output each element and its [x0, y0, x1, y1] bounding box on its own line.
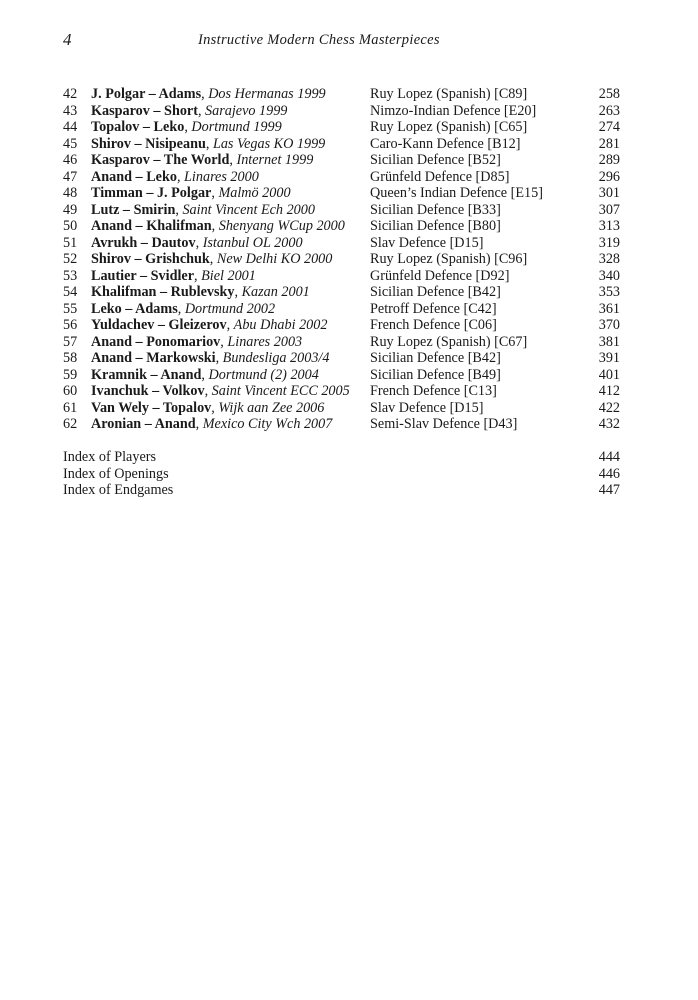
game-number: 49	[63, 201, 78, 218]
comma: ,	[175, 201, 183, 218]
comma: ,	[194, 267, 202, 284]
game-page: 412	[598, 383, 620, 399]
index-row	[0, 449, 698, 466]
players-names: Shirov – Grishchuk	[91, 251, 210, 267]
game-page: 313	[598, 218, 620, 234]
players-names: Yuldachev – Gleizerov	[91, 317, 227, 333]
contents-row	[0, 86, 698, 103]
contents-row	[0, 334, 698, 351]
game-event: Mexico City Wch 2007	[202, 416, 333, 432]
index-row	[0, 466, 698, 483]
game-page: 381	[598, 333, 620, 350]
game-page: 289	[598, 152, 620, 168]
game-page: 258	[598, 86, 620, 102]
game-number: 43	[63, 102, 78, 119]
game-number: 45	[63, 135, 78, 152]
game-players	[91, 416, 332, 433]
game-event: Shenyang WCup 2000	[218, 218, 345, 234]
game-opening: Sicilian Defence [B80]	[370, 218, 501, 234]
index-row	[0, 482, 698, 499]
game-players	[91, 152, 313, 169]
players-names: Timman – J. Polgar	[91, 185, 212, 201]
game-event: Bundesliga 2003/4	[222, 350, 330, 366]
comma: ,	[215, 350, 223, 366]
game-page: 422	[598, 399, 620, 416]
game-event: Las Vegas KO 1999	[212, 135, 326, 152]
game-page: 274	[598, 119, 620, 135]
comma: ,	[204, 383, 212, 399]
game-number: 62	[63, 416, 78, 432]
game-event: Sarajevo 1999	[205, 102, 288, 119]
players-names: Anand – Khalifman	[91, 218, 212, 234]
page-number: 4	[63, 30, 72, 49]
comma: ,	[226, 317, 234, 333]
game-number: 59	[63, 366, 78, 383]
comma: ,	[211, 399, 219, 416]
players-names: Anand – Leko	[91, 168, 177, 185]
index-label: Index of Endgames	[63, 482, 174, 498]
game-players	[91, 301, 275, 318]
game-players	[91, 284, 310, 301]
game-page: 301	[598, 185, 620, 201]
players-names: Anand – Ponomariov	[91, 333, 221, 350]
contents-row	[0, 136, 698, 153]
game-number: 54	[63, 284, 78, 300]
game-page: 391	[598, 350, 620, 366]
comma: ,	[195, 234, 203, 251]
players-names: Aronian – Anand	[91, 416, 196, 432]
game-players	[91, 251, 332, 268]
players-names: Shirov – Nisipeanu	[91, 135, 206, 152]
comma: ,	[205, 135, 213, 152]
game-page: 432	[598, 416, 620, 432]
game-players	[91, 119, 282, 136]
contents-row	[0, 350, 698, 367]
contents-row	[0, 152, 698, 169]
contents-row	[0, 169, 698, 186]
game-opening: French Defence [C06]	[370, 317, 497, 333]
game-players	[91, 169, 259, 186]
game-event: Biel 2001	[201, 267, 256, 284]
index-page: 447	[598, 482, 620, 498]
players-names: Avrukh – Dautov	[91, 234, 196, 251]
comma: ,	[197, 102, 206, 119]
game-page: 370	[598, 317, 620, 333]
game-opening: Ruy Lopez (Spanish) [C89]	[370, 86, 528, 102]
game-event: Saint Vincent ECC 2005	[211, 383, 350, 399]
players-names: Kasparov – Short	[91, 102, 198, 119]
game-opening: Sicilian Defence [B42]	[370, 350, 501, 366]
game-page: 328	[598, 251, 620, 267]
contents-row	[0, 268, 698, 285]
game-event: Dos Hermanas 1999	[208, 86, 326, 102]
players-names: Lutz – Smirin	[91, 201, 176, 218]
game-number: 58	[63, 350, 78, 366]
game-event: New Delhi KO 2000	[216, 251, 333, 267]
game-number: 55	[63, 300, 78, 317]
game-opening: Ruy Lopez (Spanish) [C96]	[370, 251, 528, 267]
game-players	[91, 103, 287, 120]
game-event: Malmö 2000	[218, 185, 291, 201]
game-players	[91, 268, 256, 285]
players-names: Kramnik – Anand	[91, 366, 202, 383]
game-page: 307	[598, 201, 620, 218]
game-number: 46	[63, 152, 78, 168]
game-opening: French Defence [C13]	[370, 383, 497, 399]
comma: ,	[177, 300, 185, 317]
game-number: 61	[63, 399, 78, 416]
index-page: 446	[598, 465, 620, 482]
game-opening: Ruy Lopez (Spanish) [C67]	[370, 333, 528, 350]
comma: ,	[201, 366, 209, 383]
game-event: Saint Vincent Ech 2000	[182, 201, 315, 218]
contents-row	[0, 400, 698, 417]
comma: ,	[211, 185, 219, 201]
game-event: Abu Dhabi 2002	[233, 317, 328, 333]
game-opening: Nimzo-Indian Defence [E20]	[370, 102, 537, 119]
comma: ,	[220, 333, 228, 350]
players-names: Khalifman – Rublevsky	[91, 284, 235, 300]
comma: ,	[209, 251, 217, 267]
contents-row	[0, 317, 698, 334]
game-page: 319	[598, 234, 620, 251]
game-players	[91, 367, 319, 384]
comma: ,	[234, 284, 242, 300]
comma: ,	[176, 168, 185, 185]
page-header	[0, 30, 698, 50]
game-event: Linares 2003	[227, 333, 303, 350]
game-opening: Grünfeld Defence [D92]	[370, 267, 510, 284]
contents-row	[0, 119, 698, 136]
game-opening: Sicilian Defence [B42]	[370, 284, 501, 300]
contents-row	[0, 218, 698, 235]
game-number: 60	[63, 383, 78, 399]
contents-row	[0, 235, 698, 252]
game-opening: Petroff Defence [C42]	[370, 300, 497, 317]
game-opening: Slav Defence [D15]	[370, 234, 484, 251]
comma: ,	[195, 416, 203, 432]
game-event: Linares 2000	[184, 168, 259, 185]
contents-list	[0, 86, 698, 433]
contents-row	[0, 383, 698, 400]
contents-row	[0, 251, 698, 268]
game-players	[91, 136, 325, 153]
game-opening: Sicilian Defence [B49]	[370, 366, 501, 383]
contents-row	[0, 416, 698, 433]
players-names: Topalov – Leko	[91, 119, 185, 135]
contents-row	[0, 284, 698, 301]
players-names: Anand – Markowski	[91, 350, 216, 366]
game-number: 47	[63, 168, 78, 185]
game-players	[91, 218, 345, 235]
game-players	[91, 185, 291, 202]
game-page: 401	[598, 366, 620, 383]
game-opening: Semi-Slav Defence [D43]	[370, 416, 518, 432]
game-page: 361	[598, 300, 620, 317]
contents-row	[0, 103, 698, 120]
game-players	[91, 86, 326, 103]
comma: ,	[184, 119, 192, 135]
contents-row	[0, 202, 698, 219]
game-number: 57	[63, 333, 78, 350]
game-number: 50	[63, 218, 78, 234]
contents-row	[0, 367, 698, 384]
game-players	[91, 350, 329, 367]
index-list	[0, 449, 698, 499]
game-number: 48	[63, 185, 78, 201]
game-page: 296	[598, 168, 620, 185]
game-players	[91, 235, 303, 252]
game-event: Wijk aan Zee 2006	[218, 399, 325, 416]
game-event: Internet 1999	[236, 152, 314, 168]
game-page: 340	[598, 267, 620, 284]
game-opening: Queen’s Indian Defence [E15]	[370, 185, 543, 201]
game-number: 53	[63, 267, 78, 284]
players-names: Van Wely – Topalov	[91, 399, 212, 416]
game-event: Dortmund (2) 2004	[208, 366, 319, 383]
running-title: Instructive Modern Chess Masterpieces	[198, 32, 440, 48]
game-number: 56	[63, 317, 78, 333]
game-opening: Grünfeld Defence [D85]	[370, 168, 510, 185]
comma: ,	[229, 152, 237, 168]
index-page: 444	[598, 449, 620, 465]
game-players	[91, 400, 324, 417]
game-opening: Caro-Kann Defence [B12]	[370, 135, 521, 152]
players-names: Kasparov – The World	[91, 152, 230, 168]
game-opening: Ruy Lopez (Spanish) [C65]	[370, 119, 528, 135]
game-event: Istanbul OL 2000	[202, 234, 303, 251]
game-number: 51	[63, 234, 78, 251]
game-page: 353	[598, 284, 620, 300]
game-players	[91, 334, 302, 351]
game-event: Dortmund 1999	[191, 119, 282, 135]
game-number: 42	[63, 86, 78, 102]
players-names: J. Polgar – Adams	[91, 86, 202, 102]
game-number: 44	[63, 119, 78, 135]
players-names: Leko – Adams	[91, 300, 178, 317]
game-players	[91, 317, 327, 334]
contents-row	[0, 301, 698, 318]
contents-row	[0, 185, 698, 202]
index-label: Index of Players	[63, 449, 156, 465]
players-names: Lautier – Svidler	[91, 267, 194, 284]
players-names: Ivanchuk – Volkov	[91, 383, 205, 399]
game-players	[91, 383, 350, 400]
game-event: Dortmund 2002	[184, 300, 276, 317]
comma: ,	[211, 218, 219, 234]
game-event: Kazan 2001	[241, 284, 310, 300]
game-number: 52	[63, 251, 78, 267]
game-page: 281	[598, 135, 620, 152]
game-opening: Sicilian Defence [B52]	[370, 152, 501, 168]
game-page: 263	[598, 102, 620, 119]
index-label: Index of Openings	[63, 465, 169, 482]
game-opening: Slav Defence [D15]	[370, 399, 484, 416]
comma: ,	[201, 86, 209, 102]
game-players	[91, 202, 315, 219]
game-opening: Sicilian Defence [B33]	[370, 201, 501, 218]
